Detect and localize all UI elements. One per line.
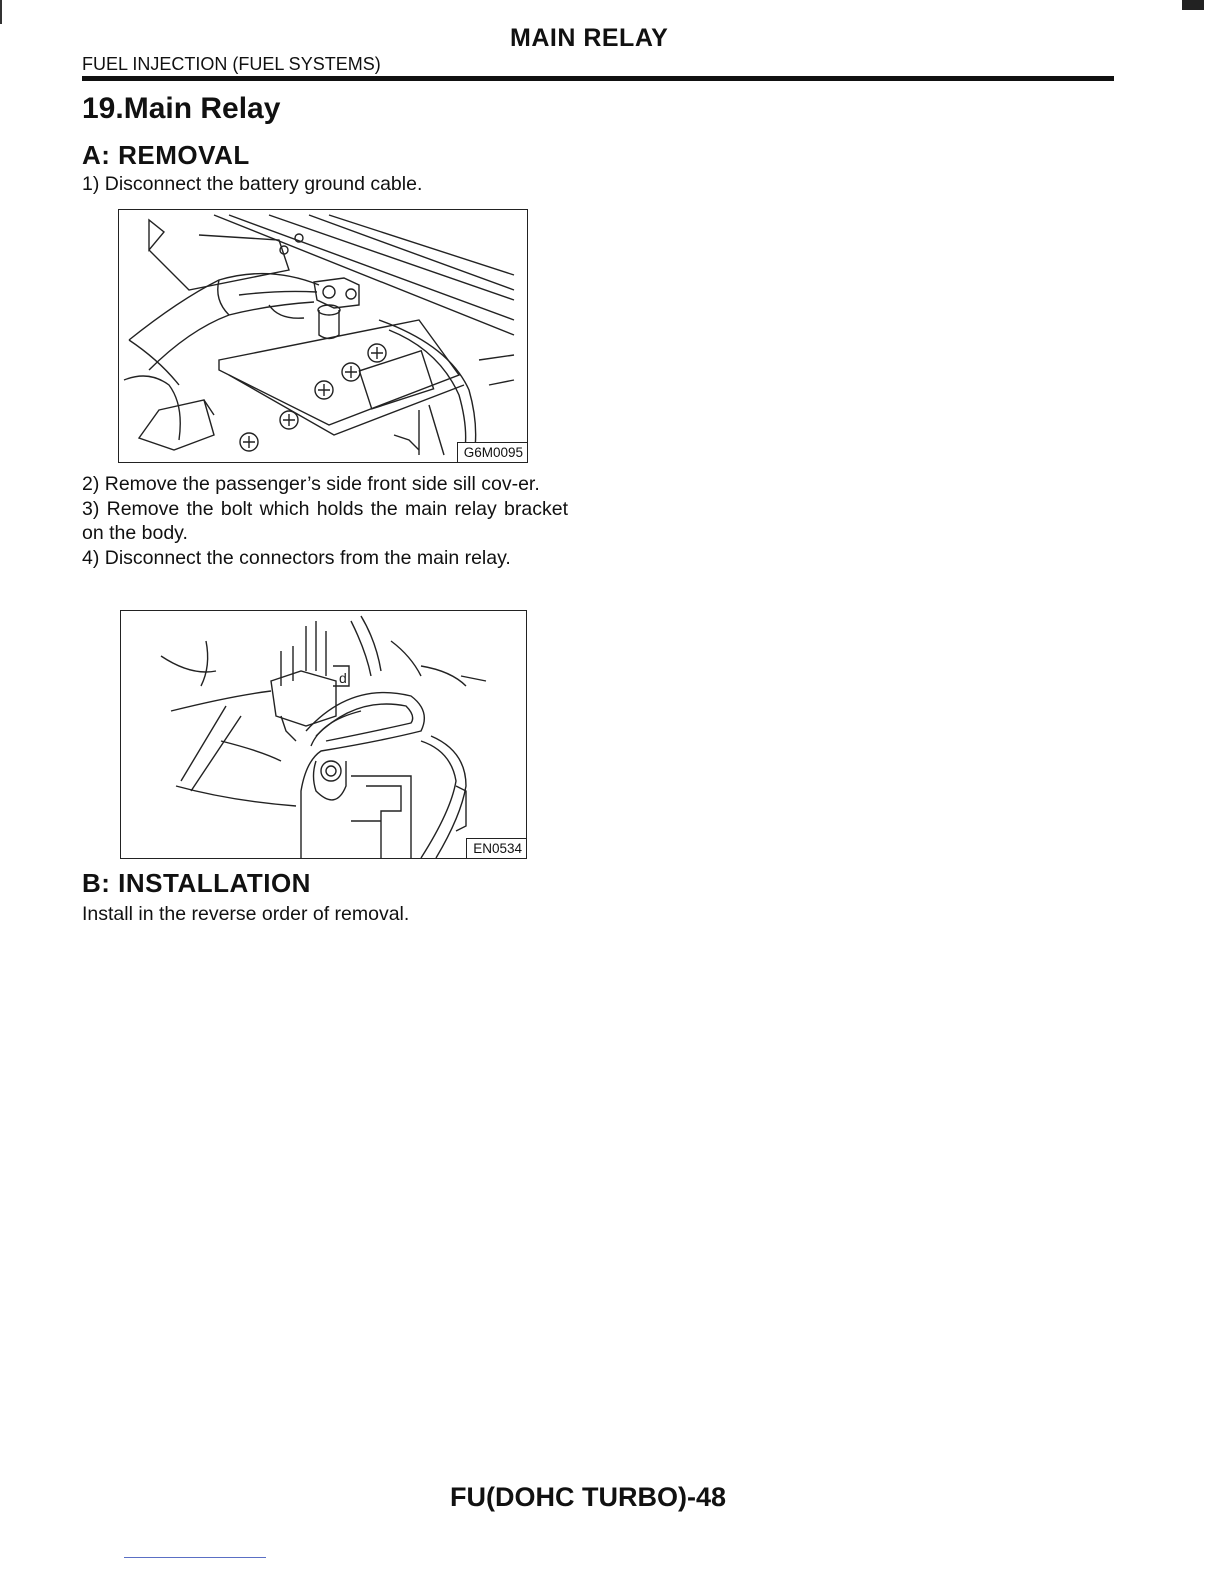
removal-heading: A: REMOVAL	[82, 140, 250, 170]
removal-step-3: 3) Remove the bolt which holds the main relay bracket on the body.	[82, 497, 568, 544]
footer-underline	[124, 1557, 266, 1558]
page-heading: 19.Main Relay	[82, 92, 281, 125]
header-title: MAIN RELAY	[510, 24, 669, 52]
scan-edge-mark	[0, 0, 2, 24]
figure-battery-cable	[118, 209, 528, 463]
scan-corner-mark	[1182, 0, 1204, 10]
main-relay-connector-illustration	[121, 611, 526, 858]
removal-step-1: 1) Disconnect the battery ground cable.	[82, 173, 423, 195]
figure-main-relay	[120, 610, 527, 859]
header-divider	[82, 76, 1114, 81]
figure-code: EN0534	[466, 838, 526, 858]
page-footer-id: FU(DOHC TURBO)-48	[450, 1482, 726, 1512]
removal-steps-2-4	[82, 472, 568, 570]
installation-heading: B: INSTALLATION	[82, 868, 311, 898]
battery-ground-cable-illustration	[119, 210, 527, 462]
section-path: FUEL INJECTION (FUEL SYSTEMS)	[82, 54, 381, 74]
svg-text:d: d	[339, 670, 347, 686]
installation-text: Install in the reverse order of removal.	[82, 903, 410, 925]
removal-step-2: 2) Remove the passenger’s side front side sill cov-er.	[82, 473, 540, 495]
removal-step-4: 4) Disconnect the connectors from the main relay.	[82, 546, 511, 569]
figure-code: G6M0095	[457, 442, 527, 462]
